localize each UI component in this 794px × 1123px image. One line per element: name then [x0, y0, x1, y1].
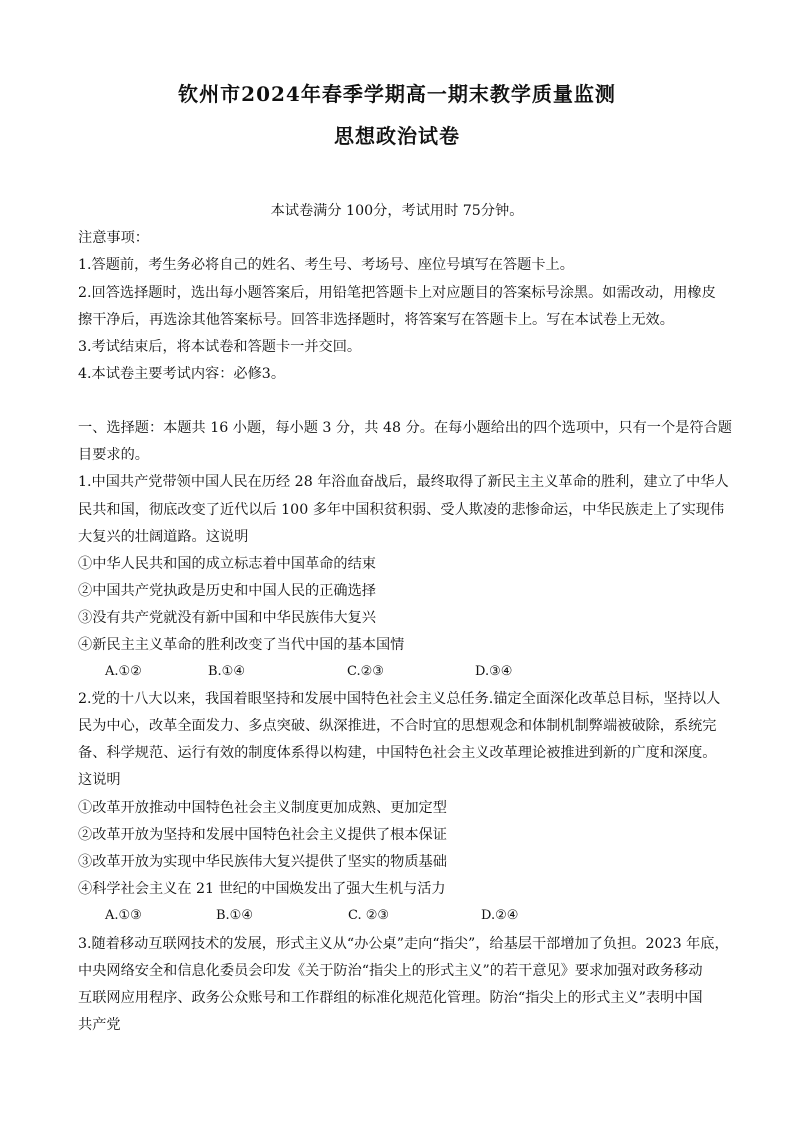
- question-3-stem: 中央网络安全和信息化委员会印发《关于防治“指尖上的形式主义”的若干意见》要求加强对政务移动: [78, 963, 703, 979]
- question-1-statement: ①中华人民共和国的成立标志着中国革命的结束: [78, 556, 376, 572]
- option-b: B.①④: [216, 908, 253, 923]
- question-2-stem: 2.党的十八大以来，我国着眼坚持和发展中国特色社会主义总任务.锚定全面深化改革总目标，坚持以人: [78, 691, 721, 707]
- question-3-stem: 互联网应用程序、政务公众账号和工作群组的标准化规范化管理。防治“指尖上的形式主义”表明中国: [78, 990, 703, 1006]
- question-2-statement: ③改革开放为实现中华民族伟大复兴提供了坚实的物质基础: [78, 854, 447, 870]
- question-2-statement: ②改革开放为坚持和发展中国特色社会主义提供了根本保证: [78, 827, 447, 843]
- notice-item: 1.答题前，考生务必将自己的姓名、考生号、考场号、座位号填写在答题卡上。: [78, 257, 574, 273]
- question-2-statement: ④科学社会主义在 21 世纪的中国焕发出了强大生机与活力: [78, 881, 446, 897]
- section-heading: 一、选择题：本题共 16 小题，每小题 3 分，共 48 分。在每小题给出的四个选项中，只有一个是符合题: [78, 420, 732, 436]
- notice-item: 2.回答选择题时，选出每小题答案后，用铅笔把答题卡上对应题目的答案标号涂黑。如需改动，用橡皮: [78, 285, 716, 301]
- question-2-stem: 这说明: [78, 772, 121, 788]
- question-1-stem: 1.中国共产党带领中国人民在历经 28 年浴血奋战后，最终取得了新民主主义革命的胜利，建立了中华人: [78, 474, 729, 490]
- exam-title: 钦州市2024年春季学期高一期末教学质量监测: [178, 82, 616, 106]
- option-d: D.③④: [475, 664, 513, 679]
- exam-info: 本试卷满分 100分，考试用时 75分钟。: [270, 203, 524, 219]
- question-2-stem: 备、科学规范、运行有效的制度体系得以构建，中国特色社会主义改革理论被推进到新的广度和深度。: [78, 745, 717, 761]
- notice-item: 4.本试卷主要考试内容：必修3。: [78, 366, 286, 382]
- question-1-stem: 大复兴的壮阔道路。这说明: [78, 529, 249, 545]
- option-c: C.②③: [347, 664, 384, 679]
- section-heading: 目要求的。: [78, 447, 149, 463]
- notice-heading: 注意事项：: [78, 230, 149, 246]
- question-1-stem: 民共和国，彻底改变了近代以后 100 多年中国积贫积弱、受人欺凌的悲惨命运，中华民族走上了实现伟: [78, 502, 725, 518]
- question-3-stem: 3.随着移动互联网技术的发展，形式主义从“办公桌”走向“指尖”，给基层干部增加了负担。2023 年底，: [78, 936, 729, 952]
- exam-subtitle: 思想政治试卷: [334, 124, 460, 148]
- notice-item: 擦干净后，再选涂其他答案标号。回答非选择题时，将答案写在答题卡上。写在本试卷上无效。: [78, 312, 674, 328]
- question-1-statement: ②中国共产党执政是历史和中国人民的正确选择: [78, 583, 376, 599]
- question-3-stem: 共产党: [78, 1017, 121, 1033]
- notice-item: 3.考试结束后，将本试卷和答题卡一并交回。: [78, 339, 362, 355]
- option-b: B.①④: [208, 664, 245, 679]
- question-2-statement: ①改革开放推动中国特色社会主义制度更加成熟、更加定型: [78, 800, 447, 816]
- option-d: D.②④: [481, 908, 519, 923]
- option-c: C. ②③: [348, 908, 390, 923]
- option-a: A.①③: [105, 908, 142, 923]
- question-2-stem: 民为中心，改革全面发力、多点突破、纵深推进，不合时宜的思想观念和体制机制弊端被破除，系统完: [78, 718, 717, 734]
- question-1-statement: ③没有共产党就没有新中国和中华民族伟大复兴: [78, 610, 376, 626]
- question-1-statement: ④新民主主义革命的胜利改变了当代中国的基本国情: [78, 637, 405, 653]
- option-a: A.①②: [105, 664, 142, 679]
